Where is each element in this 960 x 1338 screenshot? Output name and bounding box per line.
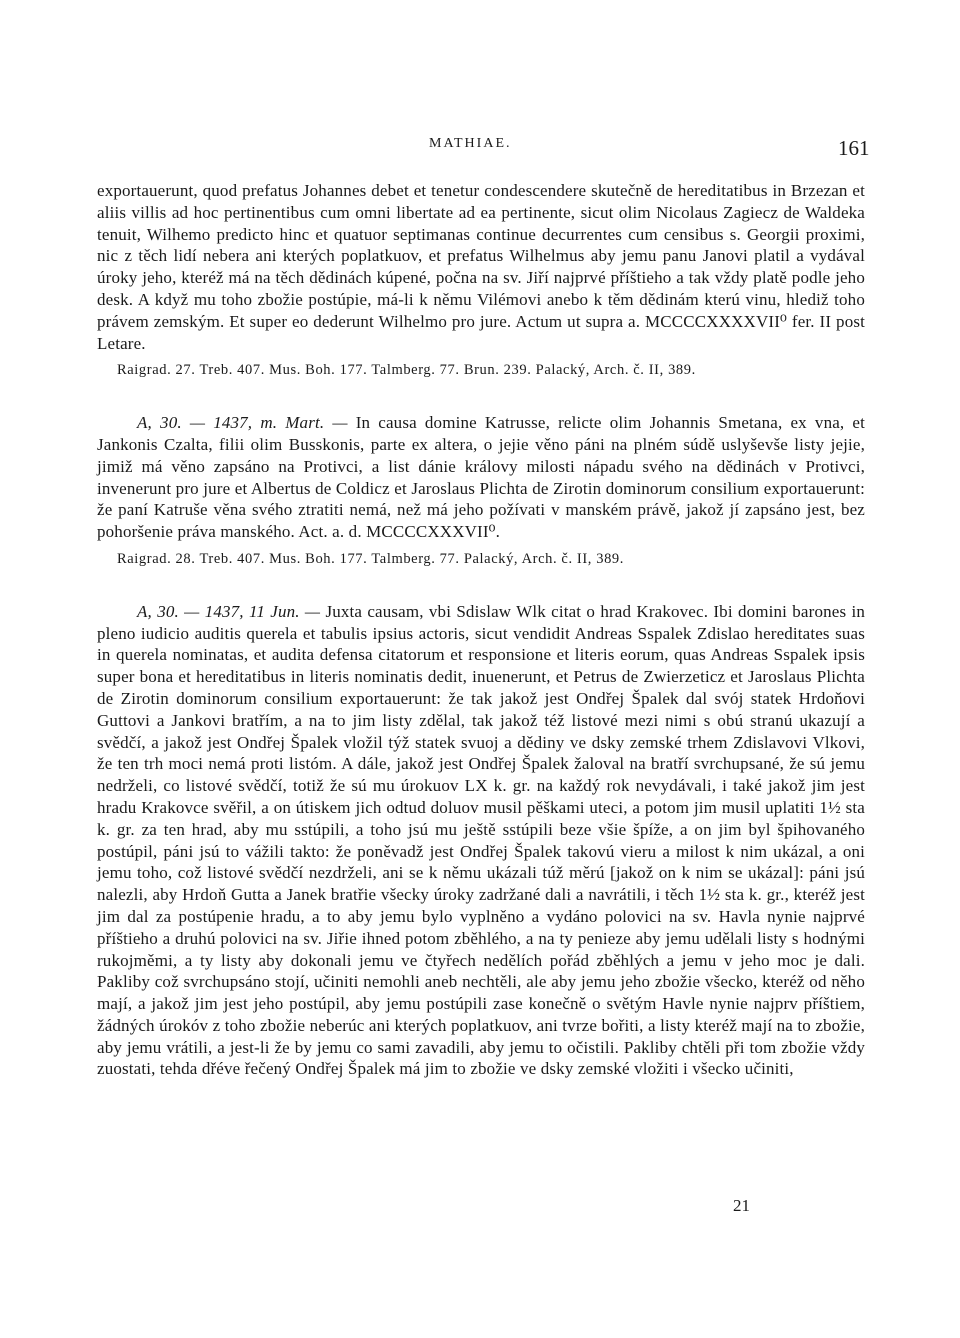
page-number: 161 — [838, 136, 870, 160]
entry-3-heading: A, 30. — 1437, 11 Jun. — — [137, 601, 321, 621]
spacer — [97, 382, 865, 412]
body-text — [97, 180, 865, 1080]
references-2: Raigrad. 28. Treb. 407. Mus. Boh. 177. Talmberg. 77. Palacký, Arch. č. II, 389. — [117, 550, 624, 567]
entry-2 — [97, 412, 865, 543]
spacer — [97, 571, 865, 601]
references-1: Raigrad. 27. Treb. 407. Mus. Boh. 177. Talmberg. 77. Brun. 239. Palacký, Arch. č. II, 389. — [117, 362, 696, 379]
entry-2-text: In causa domine Katrusse, relicte olim Johannis Smetana, ex vna, et Jankonis Czalta, filii olim Busskonis, parte ex altera, o jejie věno páni na plném súdě uslyševše listy jejie, jimiž má věno zapsáno na Protivci, a list dánie královy milosti nápadu svého na dědinách v Protivci, invenerunt pro jure et Albertus de Coldicz et Jaroslaus Plichta de Zirotin dominorum consilium exportauerunt: že paní Katruše věna svého ztratiti nemá, než má jeho požívati v manském právě, jakož jí zapsáno jest, bez pohoršenie práva manského. Act. a. d. MCCCCXXXVII⁰. — [97, 413, 865, 542]
entry-3 — [97, 601, 865, 1081]
entry-2-heading: A, 30. — 1437, m. Mart. — — [137, 413, 348, 433]
paragraph-continuation: exportauerunt, quod prefatus Johannes debet et tenetur condescendere skutečně de hereditatibus in Brzezan et aliis villis ad hoc pertinentibus cum omni libertate ad ea pertinente, sicut olim Nicolaus Zagiecz de Waldeka tenuit, Wilhemo predicto hinc et quatuor septimanas continue decurrentes cum censibus s. Georgii proximi, nic z těch lidí nebera ani kterých poplatkuov, et prefatus Wilhelmus aby jemu panu Janovi platil a vydával úroky jeho, kteréž má na těch dědinách kúpené, počna na sv. Jiří najprvé příštieho a tak vždy platě podle jeho desk. A když mu toho zbožie postúpie, má-li k němu Vilémovi anebo k těm dědinám kterú vinu, hlediž toho právem zemským. Et super eo dederunt Wilhelmo pro jure. Actum ut supra a. MCCCCXXXXVII⁰ fer. II post Letare. — [97, 181, 865, 353]
signature-mark: 21 — [733, 1196, 750, 1215]
entry-3-text: Juxta causam, vbi Sdislaw Wlk citat o hrad Krakovec. Ibi domini barones in pleno iudicio auditis querela et tabulis ipsius actoris, sicut vendidit Andreas Sspalek Zdislao hereditates suas in querela nominatas, et audita defensa citatorum et responsione et literis eorum, quas Andreas Sspalek ipsis super bona et hereditatibus in literis nominatis dedit, inuenerunt, et Petrus de Zwierzeticz et Jaroslaus Plichta de Zirotin dominorum consilium exportauerunt: že tak jakož jest Ondřej Špalek dal svój statek Hrdoňovi Guttovi a Jankovi bratřím, a na to jim listy zdělal, tak jakož též listové mezi nimi s obú stranú ukazují a svědčí, a jakož jest Ondřej Špalek vložil týž statek svuoj a dědiny ve dsky zemské trhem Zdislavovi Vlkovi, že ten trh moci nemá proti listóm. A dále, jakož jest Ondřej Špalek žaloval na bratří svrchupsané, že sú jemu nedrželi, co listové svědčí, totiž že sú mu úrokuov LX k. gr. na každý rok nevydávali, i také jakož jim jest hradu Krakovce svěřil, a on útiskem jich odtud doluov musil pěškami uteci, a potom jim musil uplatiti 1½ sta k. gr. za ten hrad, aby mu sstúpili, a toho jsú mu ještě sstúpili beze všie špíže, a on jim byl špihovaného postúpil, páni jsú to vážili takto: že poněvadž jest Ondřej Špalek takovú vieru a milost k nim ukázal, a oni jemu toho, což listové svědčí nezdrželi, ani se k němu ukázali túž měrú [jakož on k nim se ukázal]: páni jsú nalezli, aby Hrdoň Gutta a Janek bratřie všecky úroky zadržané dali a navrátili, i těch 1½ sta k. gr., kteréž jest jim dal za postúpenie hradu, a to aby jemu bylo vyplněno a vydáno polovici na sv. Havla nynie najprvé příštieho a druhú polovici na sv. Jiřie ihned potom zběhlého, a na ty penieze aby jemu udělali listy s hodnými rukojměmi, a ty listy aby dokonali jemu ve čtyřech nedělích pořád zběhlých a jemu v jeho moc je dali. Pakliby což svrchupsáno stojí, učiniti nemohli aneb nechtěli, ale aby jemu jeho zbožie všecko, kteréž od něho mají, a jakož jim jest jeho postúpil, aby jemu postúpili zase konečně o světým Havle nynie najprv příštiem, žádných úrokóv z toho zbožie neberúc ani kterých poplatkuov, ani tvrze bořiti, a listy kteréž mají na to zbožie, aby jemu vrátili, a jest-li že by jemu co sami zavadili, aby jemu to očistili. Pakliby chtěli při tom zbožie vždy zuostati, tehda dřéve řečený Ondřej Špalek má jim to zbožie ve dsky zemské vložiti i všecko učiniti, — [97, 601, 865, 1079]
running-title: MATHIAE. — [429, 136, 512, 151]
